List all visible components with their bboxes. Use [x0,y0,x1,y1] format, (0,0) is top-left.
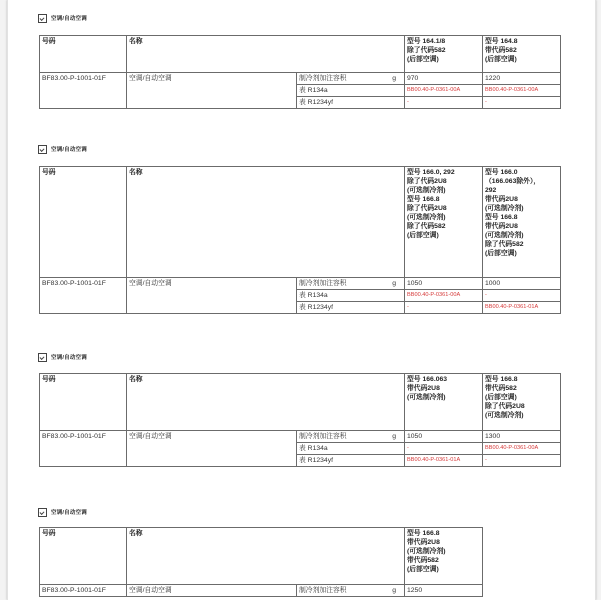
column-number-header: 号码 [40,36,127,73]
value-cell: 1000 [483,278,561,290]
value-cell: - [405,302,483,314]
section-header [38,12,87,24]
table-header-row [40,528,483,585]
row-label: 制冷剂加注容积 g [297,278,405,290]
section-title: 空调/自动空调 [51,510,87,516]
unit-label: g [392,75,396,82]
reference-link[interactable]: BB00.40-P-0361-00A [483,443,561,455]
model-header: 型号 166.0 （166.063除外）， 292 带代码2U8 (可选制冷剂) 型号 166.8 带代码2U8 (可选制冷剂) 除了代码582 (后部空调) [483,167,561,278]
checkbox-icon [38,508,47,517]
reference-link[interactable]: BB00.40-P-0361-01A [483,302,561,314]
section-title: 空调/自动空调 [51,16,87,22]
table-header-row [40,374,561,431]
checkbox-icon [38,353,47,362]
section-header [38,143,87,155]
unit-label: g [392,587,396,594]
value-cell: - [483,290,561,302]
spec-table [39,166,561,314]
table-row [40,431,561,443]
table-header-row [40,36,561,73]
column-number-header: 号码 [40,374,127,431]
model-header: 型号 164.1/8 除了代码582 (后部空调) [405,36,483,73]
spec-table [39,35,561,109]
model-header: 型号 166.063 带代码2U8 (可选制冷剂) [405,374,483,431]
part-number: BF83.00-P-1001-01F [40,73,127,109]
table-row [40,585,483,597]
unit-label: g [392,280,396,287]
model-header: 型号 166.8 带代码2U8 (可选制冷剂) 带代码582 (后部空调) [405,528,483,585]
row-label: 制冷剂加注容积 g [297,431,405,443]
part-number: BF83.00-P-1001-01F [40,431,127,467]
row-label: 表 R134a [297,290,405,302]
checkbox-icon [38,145,47,154]
part-number: BF83.00-P-1001-01F [40,585,127,597]
reference-link[interactable]: BB00.40-P-0361-01A [405,455,483,467]
spec-table [39,527,483,597]
part-name: 空调/自动空调 [127,585,297,597]
reference-link[interactable]: BB00.40-P-0361-00A [405,85,483,97]
value-cell: 970 [405,73,483,85]
document-page [7,0,596,600]
column-name-header: 名称 [127,528,297,585]
section-title: 空调/自动空调 [51,147,87,153]
model-header: 型号 166.8 带代码582 (后部空调) 除了代码2U8 (可选制冷剂) [483,374,561,431]
row-label: 表 R1234yf [297,302,405,314]
value-cell: 1050 [405,431,483,443]
part-number: BF83.00-P-1001-01F [40,278,127,314]
table-row [40,73,561,85]
value-cell: - [483,455,561,467]
row-label: 制冷剂加注容积 g [297,585,405,597]
value-cell: 1250 [405,585,483,597]
row-label: 表 R1234yf [297,97,405,109]
reference-link[interactable]: BB00.40-P-0361-00A [405,290,483,302]
part-name: 空调/自动空调 [127,431,297,467]
value-cell: - [405,97,483,109]
row-label: 表 R134a [297,443,405,455]
table-header-row [40,167,561,278]
row-label: 表 R134a [297,85,405,97]
model-header: 型号 166.0, 292 除了代码2U8 (可选制冷剂) 型号 166.8 除了代码2U8 (可选制冷剂) 除了代码582 (后部空调) [405,167,483,278]
column-name-header: 名称 [127,167,297,278]
model-header: 型号 164.8 带代码582 (后部空调) [483,36,561,73]
column-number-header: 号码 [40,528,127,585]
value-cell: - [483,97,561,109]
section-header [38,506,87,518]
column-name-header: 名称 [127,36,297,73]
column-name-header: 名称 [127,374,297,431]
part-name: 空调/自动空调 [127,278,297,314]
part-name: 空调/自动空调 [127,73,297,109]
reference-link[interactable]: BB00.40-P-0361-00A [483,85,561,97]
value-cell: - [405,443,483,455]
section-title: 空调/自动空调 [51,355,87,361]
value-cell: 1220 [483,73,561,85]
value-cell: 1300 [483,431,561,443]
row-label: 制冷剂加注容积 g [297,73,405,85]
column-number-header: 号码 [40,167,127,278]
section-header [38,351,87,363]
value-cell: 1050 [405,278,483,290]
unit-label: g [392,433,396,440]
row-label: 表 R1234yf [297,455,405,467]
spec-table [39,373,561,467]
checkbox-icon [38,14,47,23]
table-row [40,278,561,290]
